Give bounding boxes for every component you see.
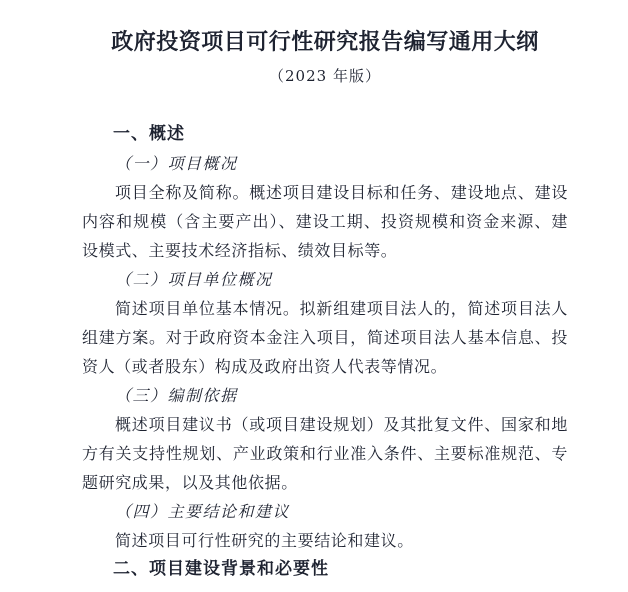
subsection-heading-1-3: （三）编制依据 [115,386,238,405]
paragraph-compilation-basis: 概述项目建议书（或项目建设规划）及其批复文件、国家和地方有关支持性规划、产业政策和行业准入条件、主要标准规范、专题研究成果，以及其他依据。 [82,415,568,492]
page-subtitle: （2023 年版） [269,67,381,85]
section-heading-1-overview: 一、概述 [113,124,185,144]
document-body [82,120,568,584]
subsection-heading-1-4: （四）主要结论和建议 [115,502,291,521]
subsection-heading-1-1: （一）项目概况 [115,154,238,173]
paragraph-main-conclusions: 简述项目可行性研究的主要结论和建议。 [115,531,414,550]
section-heading-2-background: 二、项目建设背景和必要性 [113,559,329,579]
paragraph-project-unit-overview: 简述项目单位基本情况。拟新组建项目法人的，简述项目法人组建方案。对于政府资本金注入项目，简述项目法人基本信息、投资人（或者股东）构成及政府出资人代表等情况。 [82,299,568,376]
subsection-heading-1-2: （二）项目单位概况 [115,270,273,289]
paragraph-project-overview: 项目全称及简称。概述项目建设目标和任务、建设地点、建设内容和规模（含主要产出）、建设工期、投资规模和资金来源、建设模式、主要技术经济指标、绩效目标等。 [82,183,568,260]
page-title: 政府投资项目可行性研究报告编写通用大纲 [111,29,539,55]
